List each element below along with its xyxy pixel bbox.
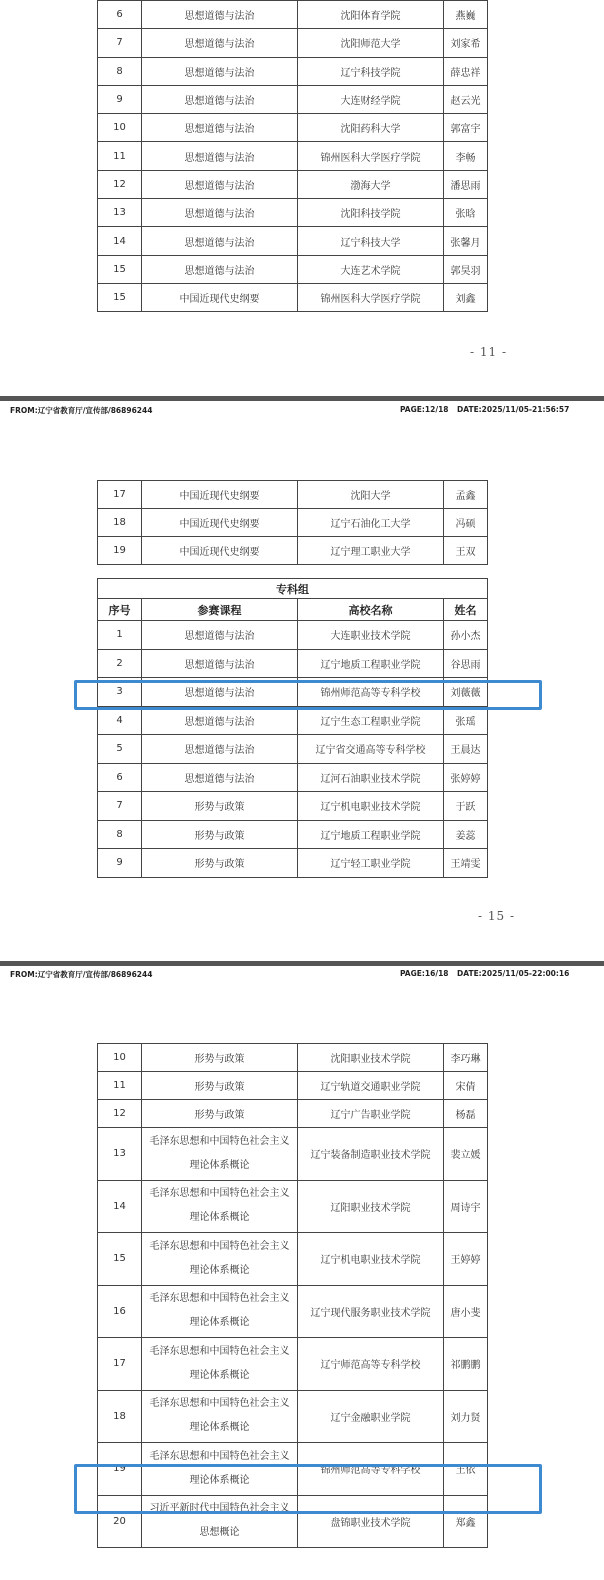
cell-no: 11 <box>98 142 142 170</box>
cell-school: 辽宁师范高等专科学校 <box>298 1338 444 1391</box>
cell-name: 潘思雨 <box>444 170 488 198</box>
cell-name: 孙小杰 <box>444 621 488 650</box>
cell-name: 李巧琳 <box>444 1044 488 1072</box>
table-row <box>98 1 488 29</box>
cell-school: 锦州医科大学医疗学院 <box>298 283 444 311</box>
cell-course: 思想道德与法治 <box>142 85 298 113</box>
highlight-box-liuweiwei <box>74 680 542 710</box>
cell-school: 辽宁轨道交通职业学院 <box>298 1072 444 1100</box>
cell-name: 王婷婷 <box>444 1233 488 1286</box>
cell-course: 中国近现代史纲要 <box>142 509 298 537</box>
cell-school: 辽阳职业技术学院 <box>298 1180 444 1233</box>
cell-no: 12 <box>98 170 142 198</box>
cell-no: 1 <box>98 621 142 650</box>
cell-school: 辽宁省交通高等专科学校 <box>298 735 444 764</box>
cell-no: 20 <box>98 1495 142 1548</box>
cell-school: 大连艺术学院 <box>298 255 444 283</box>
page-number-11: - 11 - <box>470 345 508 359</box>
cell-name: 周诗宇 <box>444 1180 488 1233</box>
table-row <box>98 199 488 227</box>
cell-school: 沈阳大学 <box>298 481 444 509</box>
cell-name: 燕巍 <box>444 1 488 29</box>
cell-no: 16 <box>98 1285 142 1338</box>
cell-no: 6 <box>98 1 142 29</box>
cell-no: 3 <box>98 678 142 707</box>
group-title: 专科组 <box>98 579 488 599</box>
table-row <box>98 820 488 849</box>
cell-school: 沈阳体育学院 <box>298 1 444 29</box>
table-row <box>98 706 488 735</box>
cell-no: 11 <box>98 1072 142 1100</box>
cell-no: 14 <box>98 227 142 255</box>
cell-course: 思想道德与法治 <box>142 621 298 650</box>
cell-school: 辽河石油职业技术学院 <box>298 763 444 792</box>
cell-name: 李畅 <box>444 142 488 170</box>
cell-school: 辽宁机电职业技术学院 <box>298 1233 444 1286</box>
cell-no: 15 <box>98 1233 142 1286</box>
cell-school: 沈阳科技学院 <box>298 199 444 227</box>
cell-name: 张晗 <box>444 199 488 227</box>
page-number-15: - 15 - <box>478 909 516 923</box>
table-row <box>98 1100 488 1128</box>
table-row <box>98 481 488 509</box>
cell-no: 9 <box>98 85 142 113</box>
cell-no: 18 <box>98 509 142 537</box>
table-row <box>98 1180 488 1233</box>
cell-no: 19 <box>98 1443 142 1496</box>
cell-name: 裴立媛 <box>444 1128 488 1181</box>
cell-no: 13 <box>98 1128 142 1181</box>
table-row <box>98 170 488 198</box>
cell-no: 13 <box>98 199 142 227</box>
cell-school: 辽宁现代服务职业技术学院 <box>298 1285 444 1338</box>
cell-course: 形势与政策 <box>142 1044 298 1072</box>
cell-name: 祁鹏鹏 <box>444 1338 488 1391</box>
fax-date: DATE:2025/11/05-22:00:16 <box>457 969 570 978</box>
cell-no: 10 <box>98 1044 142 1072</box>
cell-course: 形势与政策 <box>142 849 298 878</box>
cell-name: 王双 <box>444 537 488 565</box>
table-row <box>98 142 488 170</box>
table-row <box>98 1233 488 1286</box>
table-page-15-top <box>97 480 488 565</box>
cell-school: 辽宁石油化工大学 <box>298 509 444 537</box>
cell-school: 辽宁装备制造职业技术学院 <box>298 1128 444 1181</box>
cell-name: 张婷婷 <box>444 763 488 792</box>
cell-school: 辽宁轻工职业学院 <box>298 849 444 878</box>
cell-course: 形势与政策 <box>142 792 298 821</box>
table-row <box>98 227 488 255</box>
table-row <box>98 1044 488 1072</box>
cell-course: 形势与政策 <box>142 1072 298 1100</box>
cell-course: 毛泽东思想和中国特色社会主义理论体系概论 <box>142 1180 298 1233</box>
cell-no: 8 <box>98 820 142 849</box>
cell-school: 辽宁机电职业技术学院 <box>298 792 444 821</box>
cell-name: 宋倩 <box>444 1072 488 1100</box>
fax-page: PAGE:16/18 <box>400 969 449 978</box>
cell-no: 8 <box>98 57 142 85</box>
cell-course: 思想道德与法治 <box>142 114 298 142</box>
cell-no: 2 <box>98 649 142 678</box>
cell-no: 9 <box>98 849 142 878</box>
cell-no: 15 <box>98 255 142 283</box>
table-row <box>98 792 488 821</box>
cell-school: 辽宁广告职业学院 <box>298 1100 444 1128</box>
table-row <box>98 763 488 792</box>
table-row <box>98 85 488 113</box>
table-row <box>98 509 488 537</box>
cell-no: 7 <box>98 792 142 821</box>
cell-school: 锦州师范高等专科学校 <box>298 678 444 707</box>
cell-no: 4 <box>98 706 142 735</box>
cell-name: 王依 <box>444 1443 488 1496</box>
cell-no: 5 <box>98 735 142 764</box>
cell-no: 10 <box>98 114 142 142</box>
cell-course: 毛泽东思想和中国特色社会主义理论体系概论 <box>142 1338 298 1391</box>
header-no: 序号 <box>98 599 142 621</box>
cell-name: 唐小斐 <box>444 1285 488 1338</box>
cell-course: 思想道德与法治 <box>142 649 298 678</box>
cell-name: 姜蕊 <box>444 820 488 849</box>
table-row <box>98 57 488 85</box>
cell-school: 辽宁地质工程职业学院 <box>298 820 444 849</box>
cell-no: 12 <box>98 1100 142 1128</box>
cell-name: 王靖雯 <box>444 849 488 878</box>
cell-no: 7 <box>98 29 142 57</box>
table-row <box>98 849 488 878</box>
cell-no: 14 <box>98 1180 142 1233</box>
cell-course: 思想道德与法治 <box>142 255 298 283</box>
table-row <box>98 1072 488 1100</box>
cell-name: 刘鑫 <box>444 283 488 311</box>
table-row <box>98 255 488 283</box>
table-row <box>98 1390 488 1443</box>
cell-course: 思想道德与法治 <box>142 142 298 170</box>
header-course: 参赛课程 <box>142 599 298 621</box>
cell-no: 19 <box>98 537 142 565</box>
cell-name: 薛忠祥 <box>444 57 488 85</box>
cell-course: 中国近现代史纲要 <box>142 537 298 565</box>
cell-course: 思想道德与法治 <box>142 57 298 85</box>
table-row <box>98 621 488 650</box>
cell-school: 大连职业技术学院 <box>298 621 444 650</box>
highlight-box-wangyi <box>74 1464 542 1514</box>
cell-school: 锦州师范高等专科学校 <box>298 1443 444 1496</box>
cell-course: 思想道德与法治 <box>142 170 298 198</box>
cell-no: 17 <box>98 481 142 509</box>
cell-course: 思想道德与法治 <box>142 199 298 227</box>
fax-bar <box>0 396 604 401</box>
cell-course: 毛泽东思想和中国特色社会主义理论体系概论 <box>142 1390 298 1443</box>
cell-course: 中国近现代史纲要 <box>142 283 298 311</box>
table-row <box>98 1338 488 1391</box>
cell-school: 沈阳药科大学 <box>298 114 444 142</box>
cell-course: 思想道德与法治 <box>142 227 298 255</box>
cell-name: 赵云光 <box>444 85 488 113</box>
cell-course: 习近平新时代中国特色社会主义思想概论 <box>142 1495 298 1548</box>
table-row <box>98 649 488 678</box>
cell-name: 谷思雨 <box>444 649 488 678</box>
table-row <box>98 29 488 57</box>
cell-school: 锦州医科大学医疗学院 <box>298 142 444 170</box>
cell-name: 郭昊羽 <box>444 255 488 283</box>
cell-school: 辽宁科技大学 <box>298 227 444 255</box>
table-row <box>98 1285 488 1338</box>
cell-course: 形势与政策 <box>142 820 298 849</box>
cell-school: 辽宁地质工程职业学院 <box>298 649 444 678</box>
cell-name: 刘家希 <box>444 29 488 57</box>
cell-course: 思想道德与法治 <box>142 678 298 707</box>
cell-name: 冯硕 <box>444 509 488 537</box>
cell-course: 毛泽东思想和中国特色社会主义理论体系概论 <box>142 1285 298 1338</box>
cell-name: 杨磊 <box>444 1100 488 1128</box>
fax-from: FROM:辽宁省教育厅/宣传部/86896244 <box>10 406 153 415</box>
cell-name: 刘力贤 <box>444 1390 488 1443</box>
cell-school: 盘锦职业技术学院 <box>298 1495 444 1548</box>
fax-from: FROM:辽宁省教育厅/宣传部/86896244 <box>10 970 153 979</box>
fax-header <box>0 969 604 981</box>
cell-school: 渤海大学 <box>298 170 444 198</box>
table-row <box>98 537 488 565</box>
header-name: 姓名 <box>444 599 488 621</box>
table-page-11 <box>97 0 488 312</box>
cell-name: 孟鑫 <box>444 481 488 509</box>
cell-name: 刘薇薇 <box>444 678 488 707</box>
table-row <box>98 114 488 142</box>
cell-name: 于跃 <box>444 792 488 821</box>
cell-school: 辽宁理工职业大学 <box>298 537 444 565</box>
cell-course: 思想道德与法治 <box>142 735 298 764</box>
cell-name: 郭富宇 <box>444 114 488 142</box>
fax-date: DATE:2025/11/05-21:56:57 <box>457 405 570 414</box>
cell-course: 毛泽东思想和中国特色社会主义理论体系概论 <box>142 1443 298 1496</box>
table-specialty-group <box>97 578 488 878</box>
cell-no: 18 <box>98 1390 142 1443</box>
table-row <box>98 283 488 311</box>
fax-page: PAGE:12/18 <box>400 405 449 414</box>
cell-course: 思想道德与法治 <box>142 763 298 792</box>
cell-school: 沈阳职业技术学院 <box>298 1044 444 1072</box>
cell-course: 毛泽东思想和中国特色社会主义理论体系概论 <box>142 1128 298 1181</box>
cell-no: 15 <box>98 283 142 311</box>
cell-course: 毛泽东思想和中国特色社会主义理论体系概论 <box>142 1233 298 1286</box>
fax-bar <box>0 961 604 966</box>
cell-no: 17 <box>98 1338 142 1391</box>
cell-no: 6 <box>98 763 142 792</box>
cell-school: 辽宁生态工程职业学院 <box>298 706 444 735</box>
cell-school: 辽宁科技学院 <box>298 57 444 85</box>
cell-name: 张瑶 <box>444 706 488 735</box>
cell-course: 形势与政策 <box>142 1100 298 1128</box>
cell-school: 沈阳师范大学 <box>298 29 444 57</box>
header-school: 高校名称 <box>298 599 444 621</box>
table-row <box>98 735 488 764</box>
cell-course: 思想道德与法治 <box>142 706 298 735</box>
cell-course: 思想道德与法治 <box>142 1 298 29</box>
cell-course: 思想道德与法治 <box>142 29 298 57</box>
cell-school: 辽宁金融职业学院 <box>298 1390 444 1443</box>
fax-header <box>0 405 604 417</box>
table-row <box>98 1128 488 1181</box>
cell-name: 王晨达 <box>444 735 488 764</box>
cell-name: 张馨月 <box>444 227 488 255</box>
cell-school: 大连财经学院 <box>298 85 444 113</box>
cell-course: 中国近现代史纲要 <box>142 481 298 509</box>
cell-name: 郑鑫 <box>444 1495 488 1548</box>
